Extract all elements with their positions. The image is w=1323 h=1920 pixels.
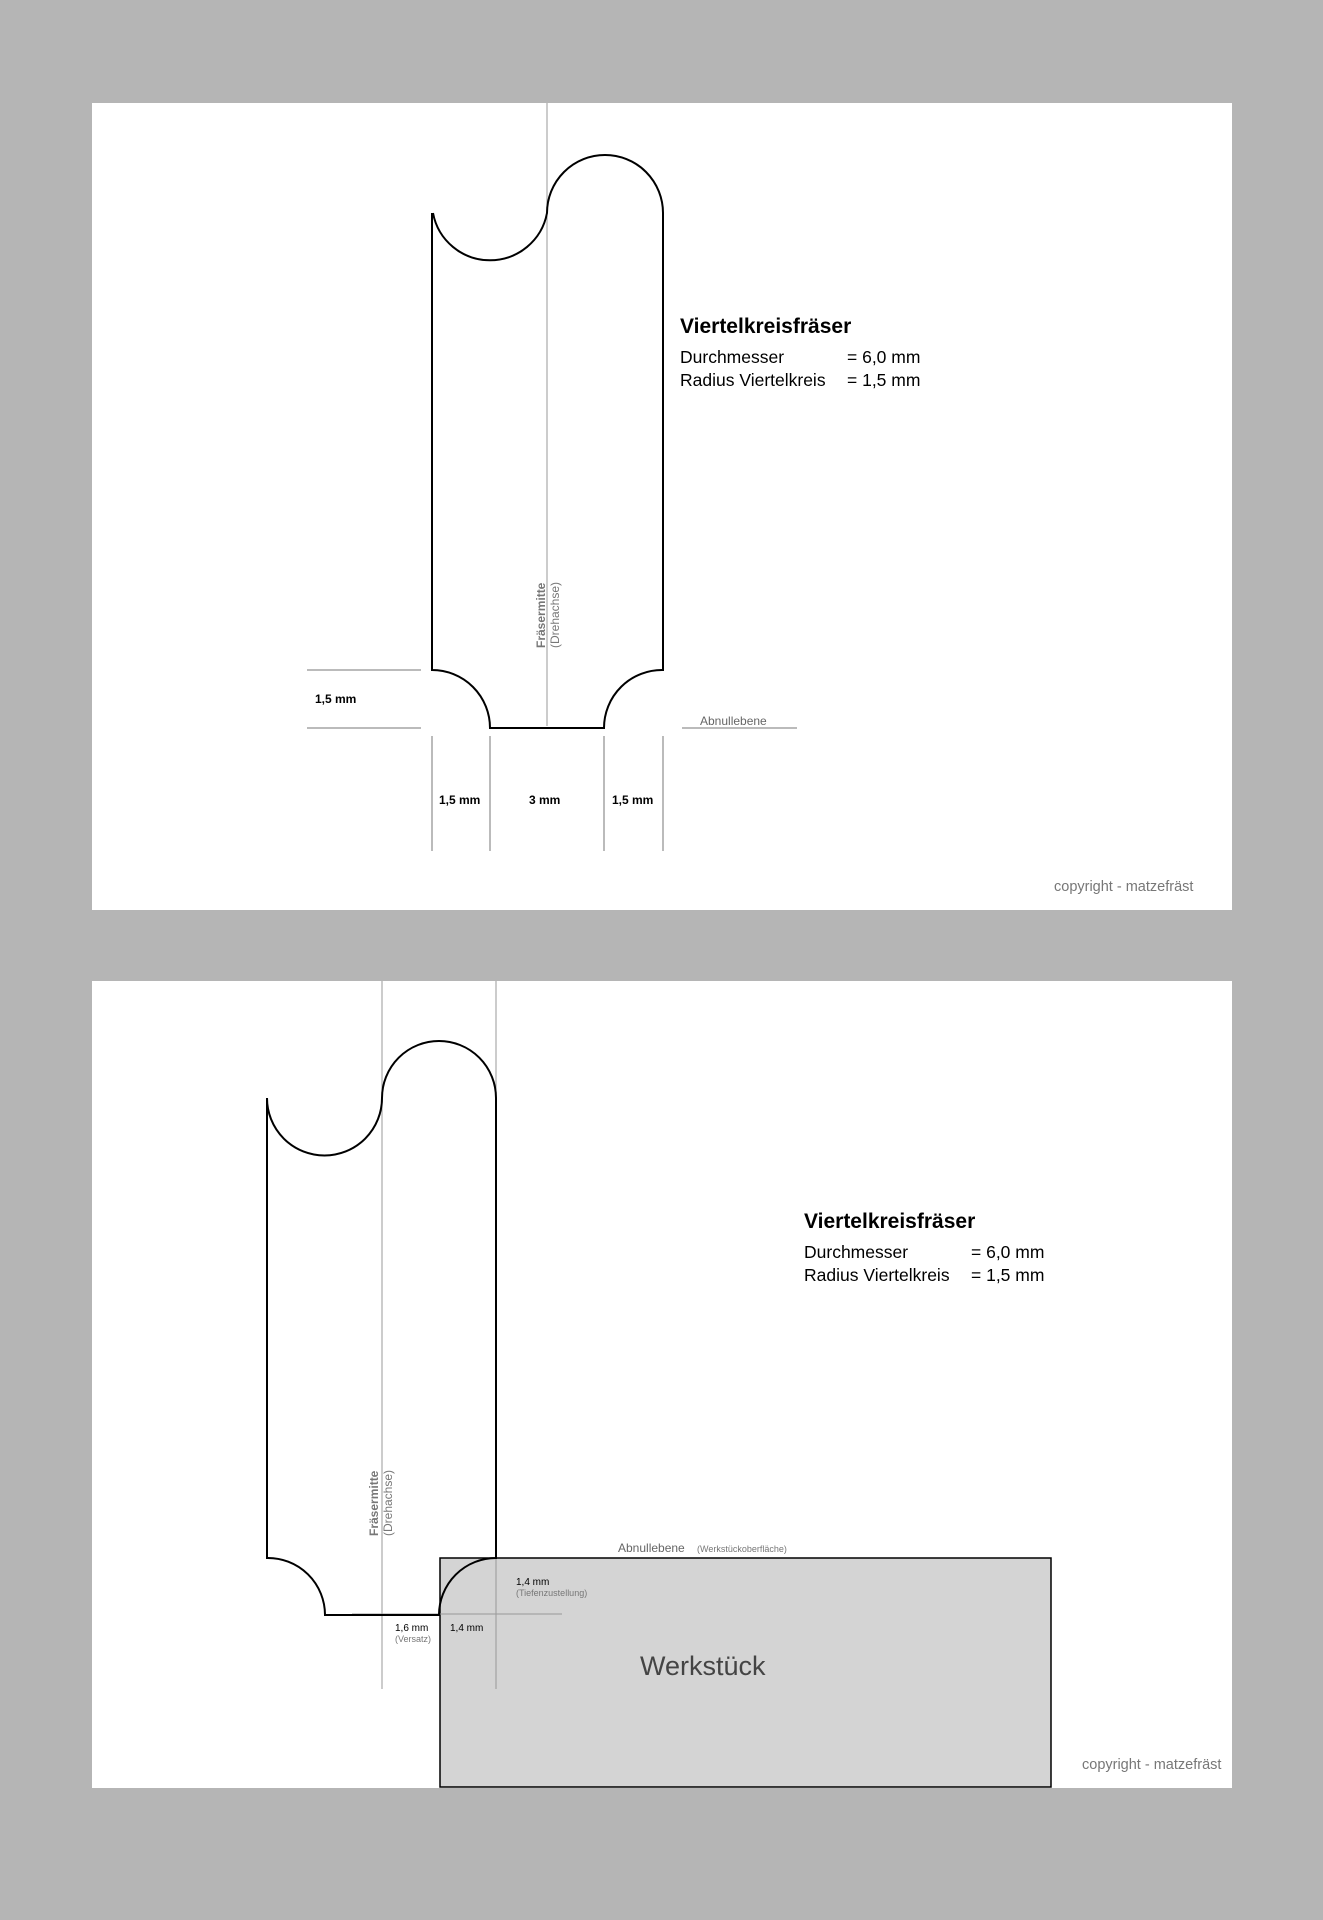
copyright-text: copyright - matzefräst — [1082, 1757, 1222, 1773]
spec-value-diameter: = 6,0 mm — [971, 1242, 1045, 1262]
spec-label-diameter: Durchmesser — [804, 1242, 909, 1262]
zero-plane-label: Abnullebene — [618, 1541, 685, 1555]
spec-value-diameter: = 6,0 mm — [847, 347, 921, 367]
cutter-profile-drawing — [92, 103, 1232, 910]
zero-plane-sublabel: (Werkstückoberfläche) — [697, 1544, 787, 1554]
offset-value: 1,6 mm — [395, 1623, 429, 1634]
copyright-text: copyright - matzefräst — [1054, 879, 1194, 895]
cutting-position-panel — [92, 981, 1232, 1788]
axis-sublabel: (Drehachse) — [381, 1469, 395, 1536]
dim-center-width: 3 mm — [529, 793, 561, 807]
cutter-profile-panel — [92, 103, 1232, 910]
spec-label-radius: Radius Viertelkreis — [680, 370, 826, 390]
axis-sublabel-group — [548, 582, 562, 648]
depth-value: 1,4 mm — [516, 1577, 550, 1588]
axis-label-group — [367, 1470, 381, 1536]
cut-width-value: 1,4 mm — [450, 1623, 484, 1634]
axis-sublabel-group — [381, 1470, 395, 1536]
workpiece-label: Werkstück — [640, 1651, 766, 1681]
axis-label: Fräsermitte — [367, 1470, 381, 1536]
dim-left-height: 1,5 mm — [315, 692, 357, 706]
offset-sublabel: (Versatz) — [395, 1634, 432, 1644]
spec-label-diameter: Durchmesser — [680, 347, 785, 367]
cutter-title: Viertelkreisfräser — [680, 315, 852, 338]
dim-right-width: 1,5 mm — [612, 793, 654, 807]
spec-value-radius: = 1,5 mm — [847, 370, 921, 390]
cutting-position-drawing — [92, 981, 1232, 1788]
axis-sublabel: (Drehachse) — [548, 581, 562, 648]
zero-plane-label: Abnullebene — [700, 714, 767, 728]
cutter-title: Viertelkreisfräser — [804, 1210, 976, 1233]
spec-label-radius: Radius Viertelkreis — [804, 1265, 950, 1285]
axis-label: Fräsermitte — [534, 582, 548, 648]
dim-left-width: 1,5 mm — [439, 793, 481, 807]
spec-value-radius: = 1,5 mm — [971, 1265, 1045, 1285]
depth-sublabel: (Tiefenzustellung) — [516, 1588, 588, 1598]
axis-label-group — [534, 582, 548, 648]
